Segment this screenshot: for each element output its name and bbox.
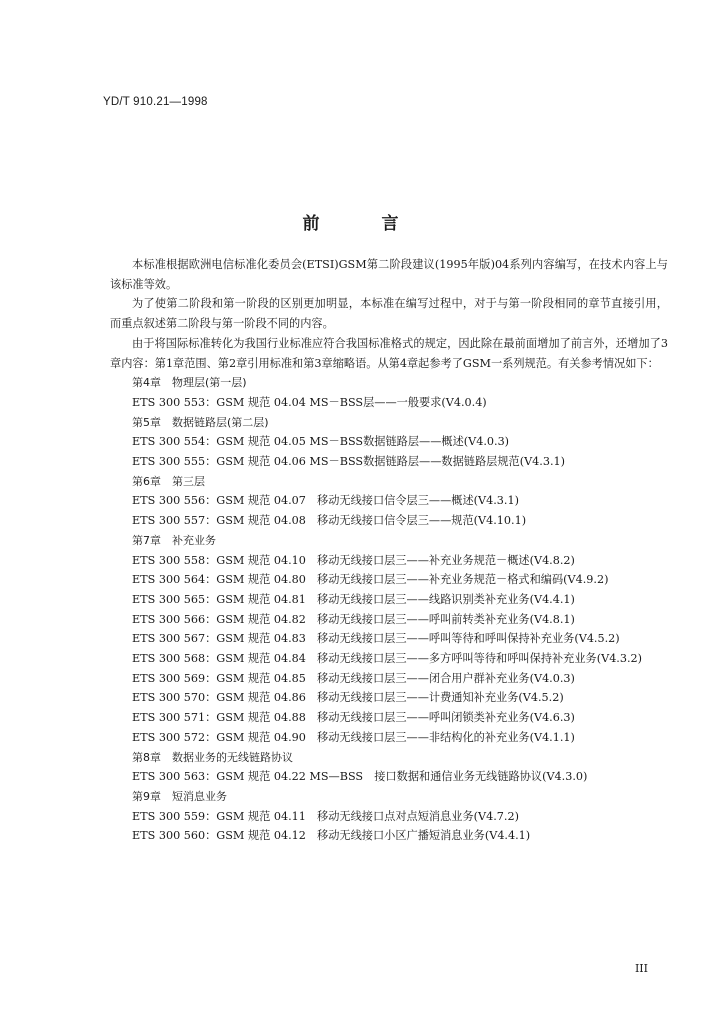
reference-item: ETS 300 557：GSM 规范 04.08 移动无线接口信令层三——规范(V4.10.1) — [132, 514, 527, 528]
reference-item: ETS 300 569：GSM 规范 04.85 移动无线接口层三——闭合用户群补充业务(V4.0.3) — [132, 671, 575, 685]
reference-item: ETS 300 565：GSM 规范 04.81 移动无线接口层三——线路识别类补充业务(V4.4.1) — [132, 592, 575, 606]
chapter-heading: 第7章 补充业务 — [132, 533, 216, 547]
chapter-heading: 第9章 短消息业务 — [132, 789, 227, 803]
reference-item: ETS 300 568：GSM 规范 04.84 移动无线接口层三——多方呼叫等待和呼叫保持补充业务(V4.3.2) — [132, 652, 643, 666]
reference-item: ETS 300 567：GSM 规范 04.83 移动无线接口层三——呼叫等待和呼叫保持补充业务(V4.5.2) — [132, 632, 620, 646]
reference-item: ETS 300 564：GSM 规范 04.80 移动无线接口层三——补充业务规范－格式和编码(V4.9.2) — [132, 573, 609, 587]
chapter-heading: 第8章 数据业务的无线链路协议 — [132, 750, 293, 764]
reference-item: ETS 300 555：GSM 规范 04.06 MS－BSS数据链路层——数据链路层规范(V4.3.1) — [132, 455, 565, 469]
chapter-heading: 第5章 数据链路层(第二层) — [132, 415, 269, 429]
reference-item: ETS 300 554：GSM 规范 04.05 MS－BSS数据链路层——概述(V4.0.3) — [132, 435, 510, 449]
foreword-paragraph: 本标准根据欧洲电信标准化委员会(ETSI)GSM第二阶段建议(1995年版)04系列内容编写，在技术内容上与该标准等效。 — [110, 258, 668, 291]
reference-item: ETS 300 553：GSM 规范 04.04 MS－BSS层——一般要求(V4.0.4) — [132, 395, 487, 409]
reference-item: ETS 300 572：GSM 规范 04.90 移动无线接口层三——非结构化的补充业务(V4.1.1) — [132, 730, 575, 744]
reference-item: ETS 300 558：GSM 规范 04.10 移动无线接口层三——补充业务规范－概述(V4.8.2) — [132, 553, 575, 567]
foreword-body — [110, 255, 668, 846]
reference-item: ETS 300 566：GSM 规范 04.82 移动无线接口层三——呼叫前转类补充业务(V4.8.1) — [132, 612, 575, 626]
reference-item: ETS 300 570：GSM 规范 04.86 移动无线接口层三——计费通知补充业务(V4.5.2) — [132, 691, 564, 705]
reference-item: ETS 300 563：GSM 规范 04.22 MS—BSS 接口数据和通信业务无线链路协议(V4.3.0) — [132, 770, 588, 784]
reference-item: ETS 300 559：GSM 规范 04.11 移动无线接口点对点短消息业务(V4.7.2) — [132, 809, 519, 823]
foreword-paragraph: 为了使第二阶段和第一阶段的区别更加明显，本标准在编写过程中，对于与第一阶段相同的章节直接引用，而重点叙述第二阶段与第一阶段不同的内容。 — [110, 297, 668, 331]
page-number: III — [634, 962, 648, 975]
reference-item: ETS 300 556：GSM 规范 04.07 移动无线接口信令层三——概述(V4.3.1) — [132, 494, 519, 508]
reference-item: ETS 300 560：GSM 规范 04.12 移动无线接口小区广播短消息业务(V4.4.1) — [132, 829, 531, 843]
chapter-heading: 第4章 物理层(第一层) — [132, 376, 247, 390]
standard-code-header: YD/T 910.21—1998 — [103, 96, 208, 108]
page-title: 前 言 — [302, 214, 427, 234]
reference-list — [110, 373, 668, 846]
reference-item: ETS 300 571：GSM 规范 04.88 移动无线接口层三——呼叫闭锁类补充业务(V4.6.3) — [132, 711, 575, 725]
chapter-heading: 第6章 第三层 — [132, 474, 205, 488]
foreword-paragraph: 由于将国际标准转化为我国行业标准应符合我国标准格式的规定，因此除在最前面增加了前言外，还增加了3章内容：第1章范围、第2章引用标准和第3章缩略语。从第4章起参考了GSM一系列规范。有关参考情况如下： — [110, 336, 668, 370]
